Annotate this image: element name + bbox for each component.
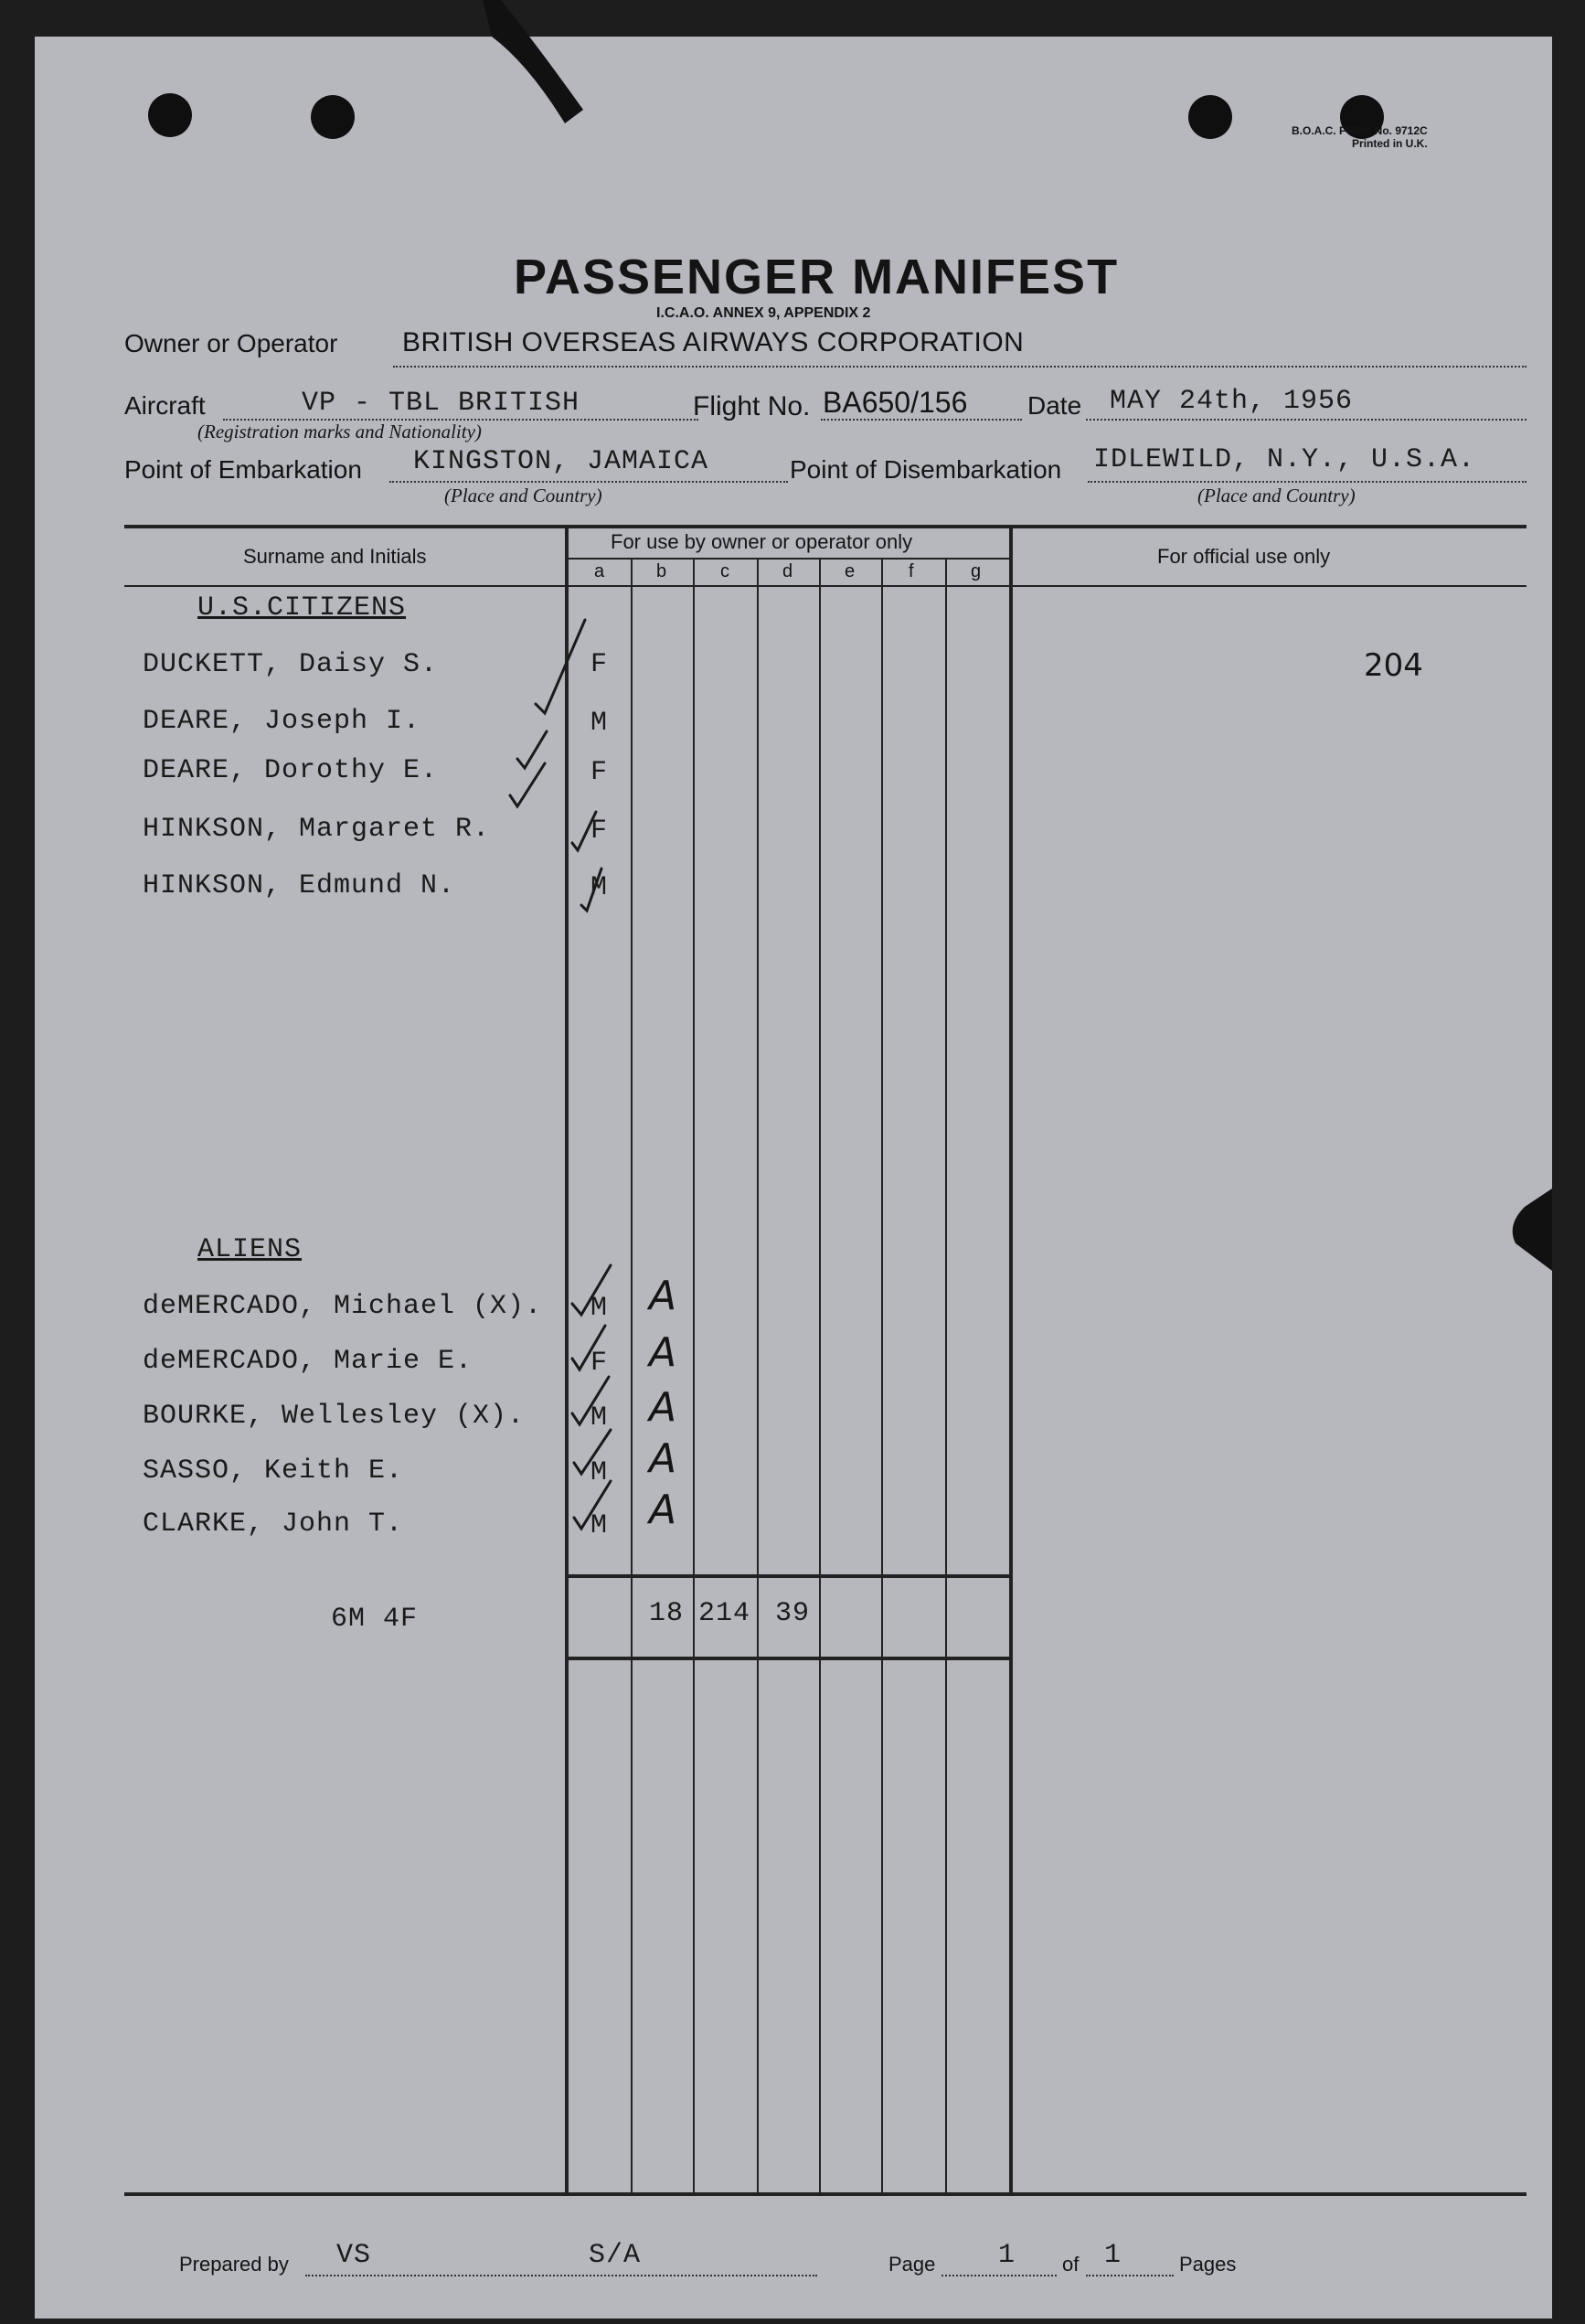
total-d: 39 <box>775 1598 811 1629</box>
column-f-header: f <box>909 561 914 581</box>
section-heading-citizens: U.S.CITIZENS <box>197 592 407 624</box>
owner-value: BRITISH OVERSEAS AIRWAYS CORPORATION <box>402 327 1025 357</box>
disembarkation-label: Point of Disembarkation <box>790 455 1062 484</box>
page-title: PASSENGER MANIFEST <box>514 250 1120 304</box>
column-divider <box>881 558 883 2194</box>
column-g-header: g <box>971 561 982 581</box>
flight-label: Flight No. <box>693 391 811 421</box>
owner-label: Owner or Operator <box>124 329 338 357</box>
embarkation-caption: (Place and Country) <box>444 485 602 506</box>
embarkation-label: Point of Embarkation <box>124 455 362 484</box>
passenger-status-mark: A <box>649 1487 677 1533</box>
passenger-name: SASSO, Keith E. <box>143 1455 404 1487</box>
totals-label: 6M 4F <box>331 1604 419 1635</box>
official-number: 204 <box>1364 647 1423 684</box>
passenger-name: DEARE, Dorothy E. <box>143 755 439 786</box>
passenger-sex: M <box>590 1402 609 1434</box>
page-subtitle: I.C.A.O. ANNEX 9, APPENDIX 2 <box>656 305 871 321</box>
page-line <box>941 2275 1057 2276</box>
passenger-sex: F <box>590 757 609 788</box>
passenger-name: deMERCADO, Marie E. <box>143 1346 473 1377</box>
prepared-by-value-2: S/A <box>589 2240 642 2271</box>
total-b: 18 <box>649 1598 685 1629</box>
passenger-name: deMERCADO, Michael (X). <box>143 1291 543 1322</box>
totals-top-border <box>567 1574 1011 1578</box>
of-line <box>1086 2275 1174 2276</box>
prepared-by-value: VS <box>336 2240 372 2271</box>
aircraft-label: Aircraft <box>124 391 206 420</box>
passenger-sex: M <box>590 1457 609 1488</box>
column-divider <box>757 558 759 2194</box>
date-line <box>1086 419 1526 421</box>
paper-edge-notch <box>1506 1189 1561 1271</box>
passenger-name: DUCKETT, Daisy S. <box>143 649 439 680</box>
embarkation-line <box>389 481 788 483</box>
form-reference <box>1292 124 1428 150</box>
passenger-sex: M <box>590 1510 609 1541</box>
flight-line <box>821 419 1022 421</box>
page-label: Page <box>888 2253 936 2276</box>
table-top-border <box>124 525 1526 528</box>
column-b-header: b <box>656 561 667 581</box>
check-marks-citizens <box>464 576 611 942</box>
flight-value: BA650/156 <box>823 386 968 419</box>
owner-line <box>393 366 1526 368</box>
form-number: B.O.A.C. FORM No. 9712C <box>1292 124 1428 137</box>
disembarkation-line <box>1088 481 1526 483</box>
of-value: 1 <box>1104 2240 1122 2271</box>
passenger-name: HINKSON, Edmund N. <box>143 870 456 901</box>
paper-tear-mark <box>483 0 592 137</box>
aircraft-value: VP - TBL BRITISH <box>302 388 580 419</box>
totals-bottom-border <box>567 1657 1011 1660</box>
disembarkation-value: IDLEWILD, N.Y., U.S.A. <box>1093 444 1476 475</box>
passenger-status-mark: A <box>649 1435 677 1482</box>
column-e-header: e <box>845 561 856 581</box>
punch-hole <box>1188 95 1232 139</box>
official-header: For official use only <box>1157 545 1331 568</box>
aircraft-caption: (Registration marks and Nationality) <box>197 421 482 442</box>
passenger-status-mark: A <box>649 1273 677 1319</box>
prepared-by-line <box>305 2275 817 2276</box>
passenger-sex: F <box>590 816 609 847</box>
column-divider <box>693 558 695 2194</box>
passenger-sex: M <box>590 708 609 739</box>
prepared-by-label: Prepared by <box>179 2253 289 2276</box>
page-value: 1 <box>998 2240 1016 2271</box>
manifest-document <box>35 37 1552 2319</box>
pages-label: Pages <box>1179 2253 1237 2276</box>
passenger-name: HINKSON, Margaret R. <box>143 814 491 845</box>
passenger-status-mark: A <box>649 1329 677 1376</box>
total-c: 214 <box>698 1598 751 1629</box>
punch-hole <box>311 95 355 139</box>
punch-hole <box>148 93 192 137</box>
section-heading-aliens: ALIENS <box>197 1234 303 1265</box>
column-a-header: a <box>594 561 605 581</box>
printed-in: Printed in U.K. <box>1352 137 1428 150</box>
table-header-divider <box>124 585 1526 587</box>
passenger-sex: F <box>590 1348 609 1379</box>
disembarkation-caption: (Place and Country) <box>1197 485 1356 506</box>
passenger-status-mark: A <box>649 1384 677 1431</box>
passenger-name: DEARE, Joseph I. <box>143 706 421 737</box>
passenger-sex: M <box>590 1293 609 1324</box>
passenger-name: CLARKE, John T. <box>143 1508 404 1540</box>
table-bottom-border <box>124 2192 1526 2196</box>
embarkation-value: KINGSTON, JAMAICA <box>413 446 709 477</box>
date-label: Date <box>1027 391 1082 420</box>
column-d-header: d <box>782 561 793 581</box>
column-divider <box>1009 525 1013 2194</box>
passenger-name: BOURKE, Wellesley (X). <box>143 1401 526 1432</box>
passenger-sex: M <box>590 872 609 903</box>
date-value: MAY 24th, 1956 <box>1110 386 1354 417</box>
of-label: of <box>1062 2253 1080 2276</box>
operator-header: For use by owner or operator only <box>611 530 913 553</box>
check-marks-aliens <box>565 1262 675 1554</box>
column-c-header: c <box>720 561 729 581</box>
surname-header: Surname and Initials <box>243 545 427 568</box>
column-divider <box>819 558 821 2194</box>
column-divider <box>945 558 947 2194</box>
passenger-sex: F <box>590 649 609 680</box>
